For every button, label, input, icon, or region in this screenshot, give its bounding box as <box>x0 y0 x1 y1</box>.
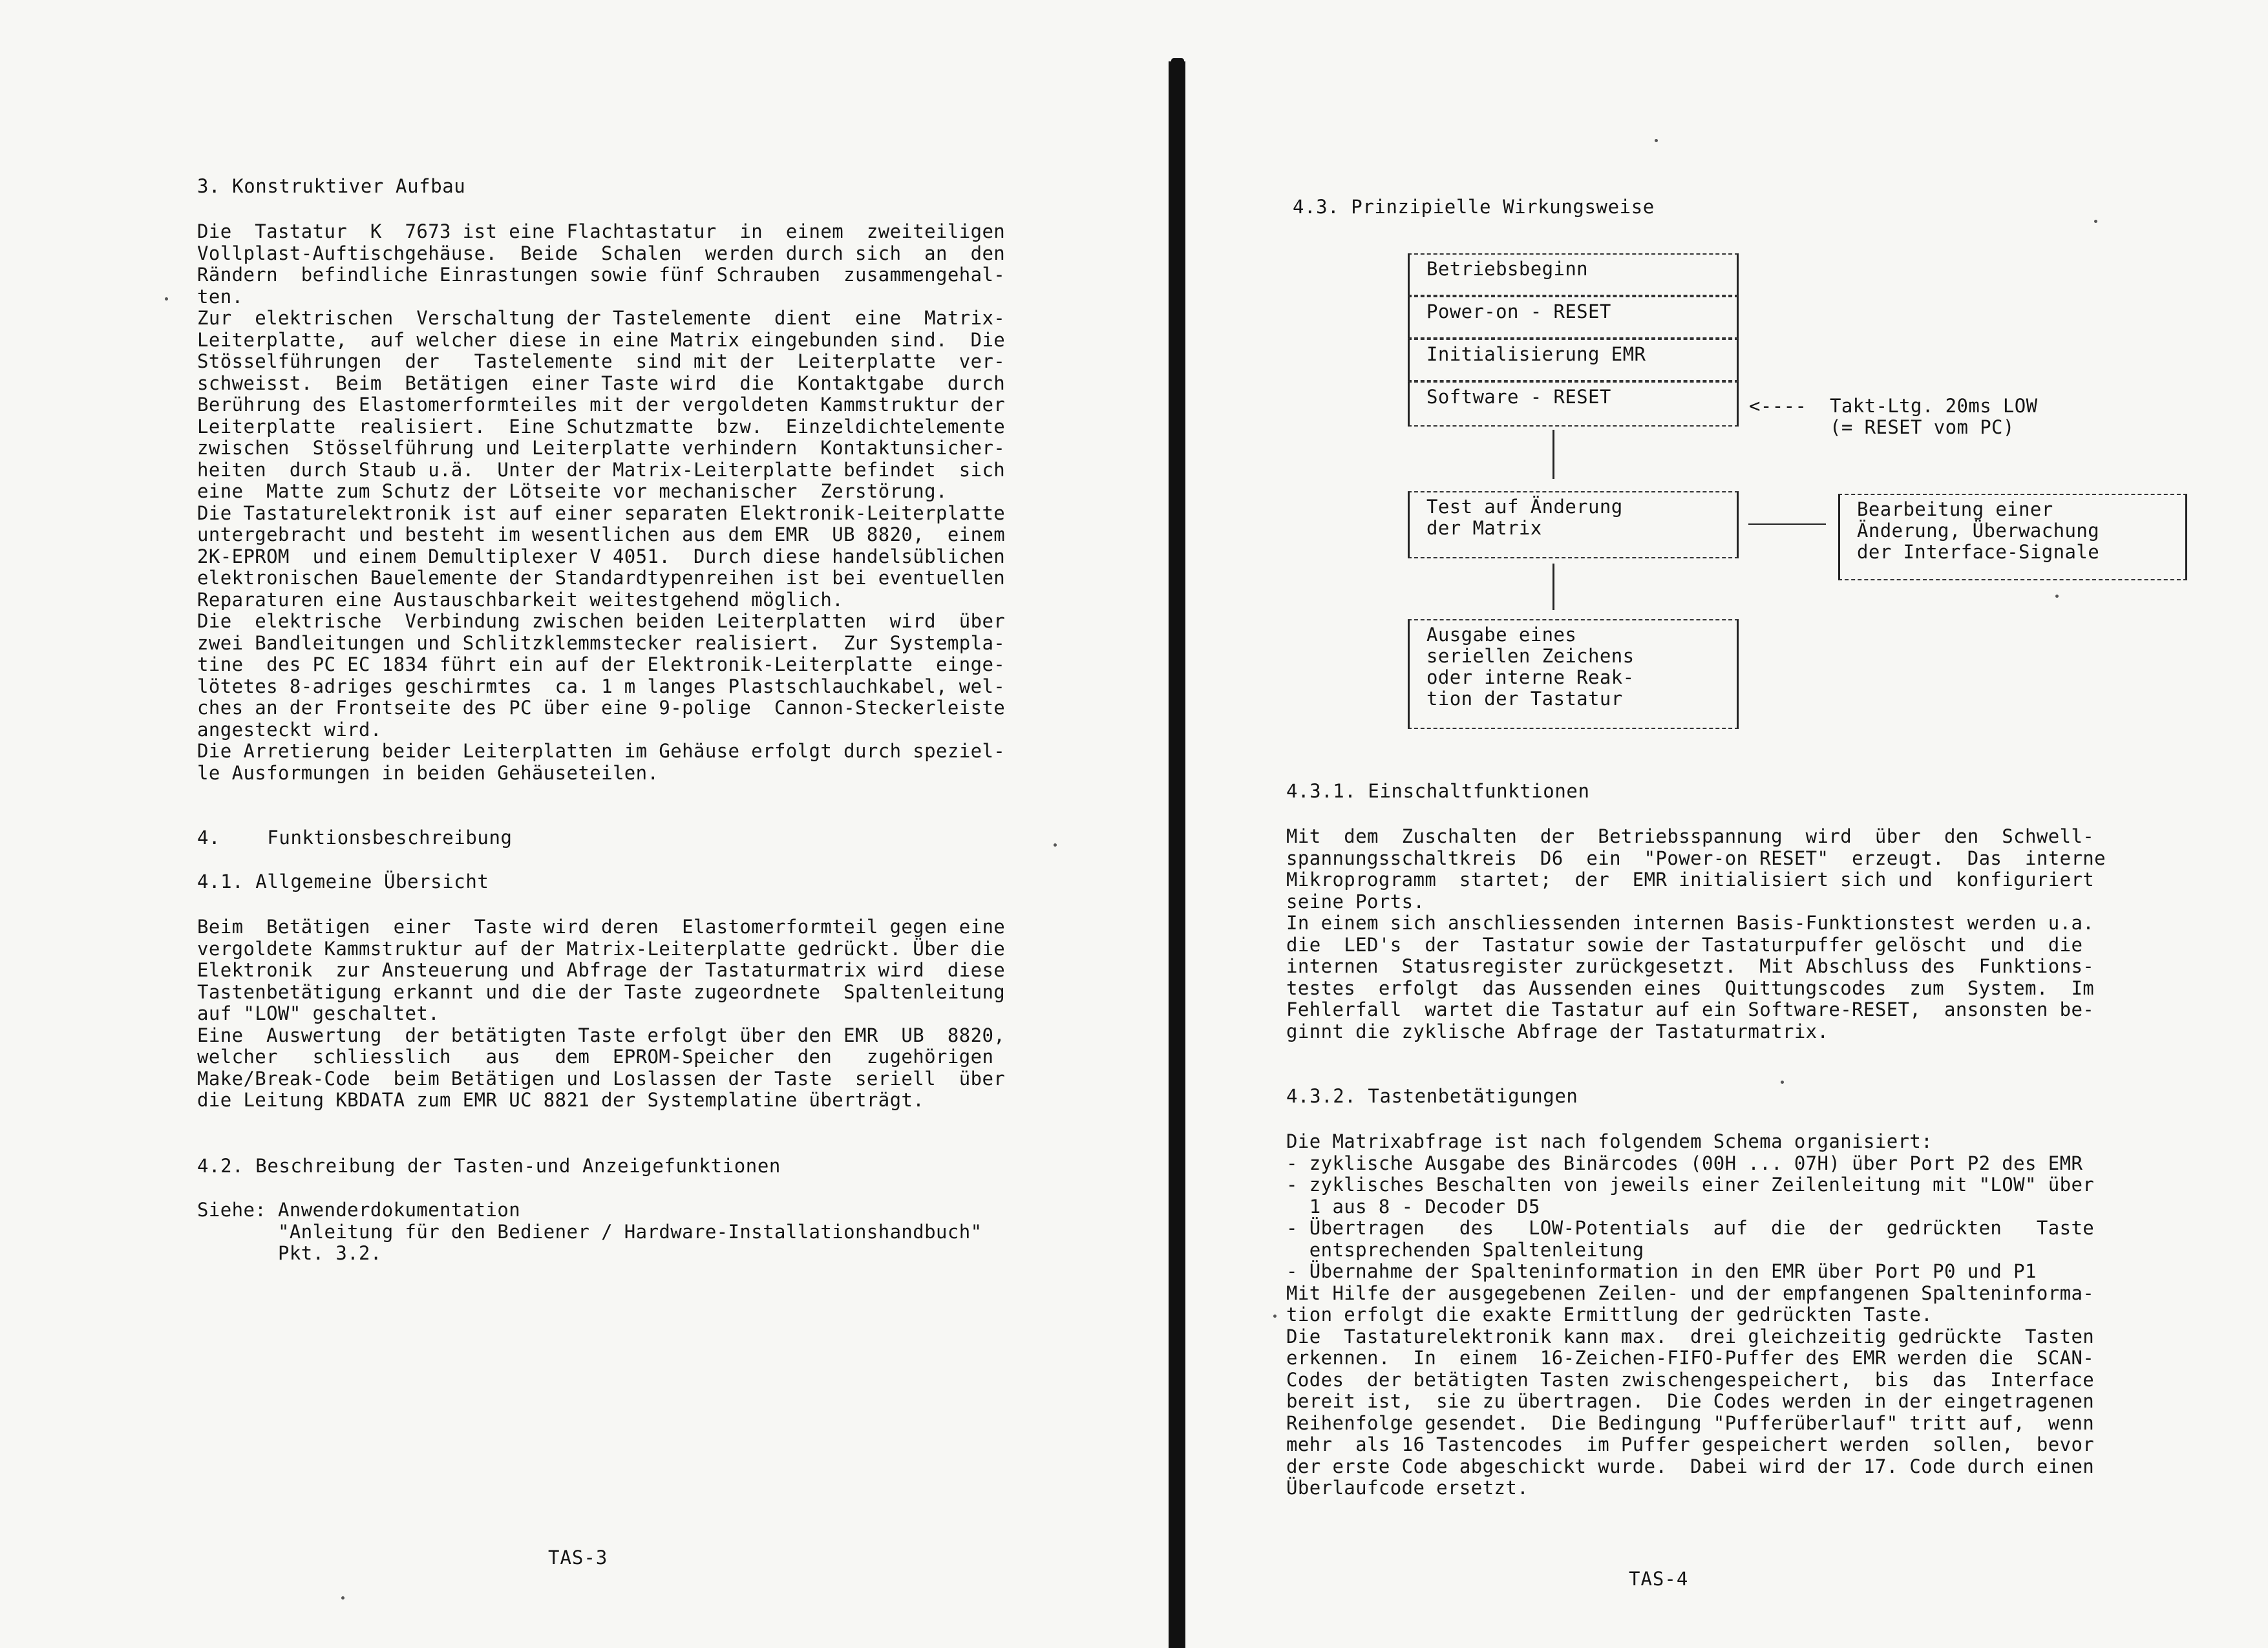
paragraph-tastenbetaetigungen: Die Matrixabfrage ist nach folgendem Schema organisiert: - zyklische Ausgabe des Binärcodes (00H ... 07H) über Port P2 des EMR - zyklisches Beschalten von jeweils einer Zeilenleitung mit "LOW" über 1 aus 8 - Decoder D5 - Übertragen des LOW-Potentials auf die der gedrückten Taste entsprechenden Spaltenleitung - Übernahme der Spalteninformation in den EMR über Port P0 und P1 Mit Hilfe der ausgegebenen Zeilen- und der empfangenen Spalteninforma- tion erfolgt die exakte Ermittlung der gedrückten Taste. Die Tastaturelektronik kann max. drei gleichzeitig gedrückte Tasten erkennen. In einem 16-Zeichen-FIFO-Puffer des EMR werden die SCAN- Codes der betätigten Tasten zwischengespeichert, bis das Interface bereit ist, sie zu übertragen. Die Codes werden in der eingetragenen Reihenfolge gesendet. Die Bedingung "Pufferüberlauf" tritt auf, wenn mehr als 16 Tastencodes im Puffer gespeichert werden sollen, bevor der erste Code abgeschickt wurde. Dabei wird der 17. Code durch einen Überlaufcode ersetzt. <box>1286 1130 2095 1499</box>
scan-speck <box>2055 595 2059 598</box>
scan-speck <box>1655 139 1658 142</box>
flowchart-box-label: Bearbeitung einer Änderung, Überwachung der Interface-Signale <box>1857 498 2100 563</box>
flowchart-box-initialisierung <box>1408 339 1739 381</box>
paragraph-einschaltfunktionen: Mit dem Zuschalten der Betriebsspannung wird über den Schwell- spannungsschaltkreis D6 ein "Power-on RESET" erzeugt. Das interne Mikroprogramm startet; der EMR initialisiert sich und konfiguriert seine Ports. In einem sich anschliessenden internen Basis-Funktionstest werden u.a. die LED's der Tastatur sowie der Tastaturpuffer gelöscht und die internen Statusregister zurückgesetzt. Mit Abschluss des Funktions- testes erfolgt das Aussenden eines Quittungscodes zum System. Im Fehlerfall wartet die Tastatur auf ein Software-RESET, ansonsten be- ginnt die zyklische Abfrage der Tastaturmatrix. <box>1286 825 2106 1042</box>
heading-section-3: 3. Konstruktiver Aufbau <box>197 175 466 197</box>
flowchart-box-label: Ausgabe eines seriellen Zeichens oder interne Reak- tion der Tastatur <box>1426 624 1635 710</box>
scan-speck <box>1781 1081 1784 1084</box>
flowchart-box-label: Test auf Änderung der Matrix <box>1426 496 1623 539</box>
flowchart-box-ausgabe <box>1408 619 1739 729</box>
scan-speck <box>1273 1315 1277 1318</box>
heading-section-4-3-2: 4.3.2. Tastenbetätigungen <box>1286 1085 1578 1107</box>
flowchart-box-betriebsbeginn <box>1408 253 1739 296</box>
heading-section-4-1: 4.1. Allgemeine Übersicht <box>197 871 489 893</box>
flowchart-box-label: Initialisierung EMR <box>1426 343 1646 365</box>
paragraph-allgemeine-uebersicht: Beim Betätigen einer Taste wird deren Elastomerformteil gegen eine vergoldete Kammstruktur auf der Matrix-Leiterplatte gedrückt. Über die Elektronik zur Ansteuerung und Abfrage der Tastaturmatrix wird diese Tastenbetätigung erkannt und die der Taste zugeordnete Spaltenleitung auf "LOW" geschaltet. Eine Auswertung der betätigten Taste erfolgt über den EMR UB 8820, welcher schliesslich aus dem EPROM-Speicher den zugehörigen Make/Break-Code beim Betätigen und Loslassen der Taste seriell über die Leitung KBDATA zum EMR UC 8821 der Systemplatine überträgt. <box>197 916 1006 1111</box>
heading-section-4: 4. Funktionsbeschreibung <box>197 827 513 849</box>
flowchart-connector <box>1748 523 1826 525</box>
scan-speck <box>165 297 168 301</box>
flowchart-note-takt-leitung: <---- Takt-Ltg. 20ms LOW (= RESET vom PC) <box>1749 395 2038 438</box>
flowchart-box-label: Software - RESET <box>1426 386 1611 408</box>
flowchart-connector <box>1553 564 1554 610</box>
paragraph-konstruktiver-aufbau: Die Tastatur K 7673 ist eine Flachtastatur in einem zweiteiligen Vollplast-Auftischgehäuse. Beide Schalen werden durch sich an den Rändern befindliche Einrastungen sowie fünf Schrauben zusammengehal- ten. Zur elektrischen Verschaltung der Tastelemente dient eine Matrix- Leiterplatte, auf welcher diese in eine Matrix eingebunden sind. Die Stösselführungen der Tastelemente sind mit der Leiterplatte ver- schweisst. Beim Betätigen einer Taste wird die Kontaktgabe durch Berührung des Elastomerformteiles mit der vergoldeten Kammstruktur der Leiterplatte realisiert. Eine Schutzmatte bzw. Einzeldichtelemente zwischen Stösselführung und Leiterplatte verhindern Kontaktunsicher- heiten durch Staub u.ä. Unter der Matrix-Leiterplatte befindet sich eine Matte zum Schutz der Lötseite vor mechanischer Zerstörung. Die Tastaturelektronik ist auf einer separaten Elektronik-Leiterplatte untergebracht und besteht im wesentlichen aus dem EMR UB 8820, einem 2K-EPROM und einem Demultiplexer V 4051. Durch diese handelsüblichen elektronischen Bauelemente der Standardtypenreihen ist bei eventuellen Reparaturen eine Austauschbarkeit weitestgehend möglich. Die elektrische Verbindung zwischen beiden Leiterplatten wird über zwei Bandleitungen und Schlitzklemmstecker realisiert. Zur Systempla- tine des PC EC 1834 führt ein auf der Elektronik-Leiterplatte einge- lötetes 8-adriges geschirmtes ca. 1 m langes Plastschlauchkabel, wel- ches an der Frontseite des PC über eine 9-polige Cannon-Steckerleiste angesteckt wird. Die Arretierung beider Leiterplatten im Gehäuse erfolgt durch speziel- le Ausformungen in beiden Gehäuseteilen. <box>197 220 1006 784</box>
flowchart-connector <box>1553 430 1554 479</box>
flowchart-box-label: Power-on - RESET <box>1426 301 1611 322</box>
scan-speck <box>341 1596 344 1600</box>
heading-section-4-3: 4.3. Prinzipielle Wirkungsweise <box>1293 196 1655 218</box>
heading-section-4-3-1: 4.3.1. Einschaltfunktionen <box>1286 780 1590 802</box>
flowchart-box-test-aenderung <box>1408 491 1739 558</box>
flowchart-box-label: Betriebsbeginn <box>1426 258 1589 280</box>
scan-speck <box>2094 220 2097 223</box>
heading-section-4-2: 4.2. Beschreibung der Tasten-und Anzeigefunktionen <box>197 1155 781 1177</box>
flowchart-box-power-on-reset <box>1408 296 1739 339</box>
paragraph-siehe: Siehe: Anwenderdokumentation "Anleitung für den Bediener / Hardware-Installationshandbuch" Pkt. 3.2. <box>197 1199 982 1264</box>
page-number-left: TAS-3 <box>548 1547 608 1569</box>
scan-speck <box>1054 843 1057 847</box>
flowchart-box-software-reset <box>1408 381 1739 427</box>
right-page <box>1183 0 2268 1648</box>
flowchart-box-bearbeitung <box>1838 494 2187 580</box>
page-number-right: TAS-4 <box>1629 1568 1689 1590</box>
